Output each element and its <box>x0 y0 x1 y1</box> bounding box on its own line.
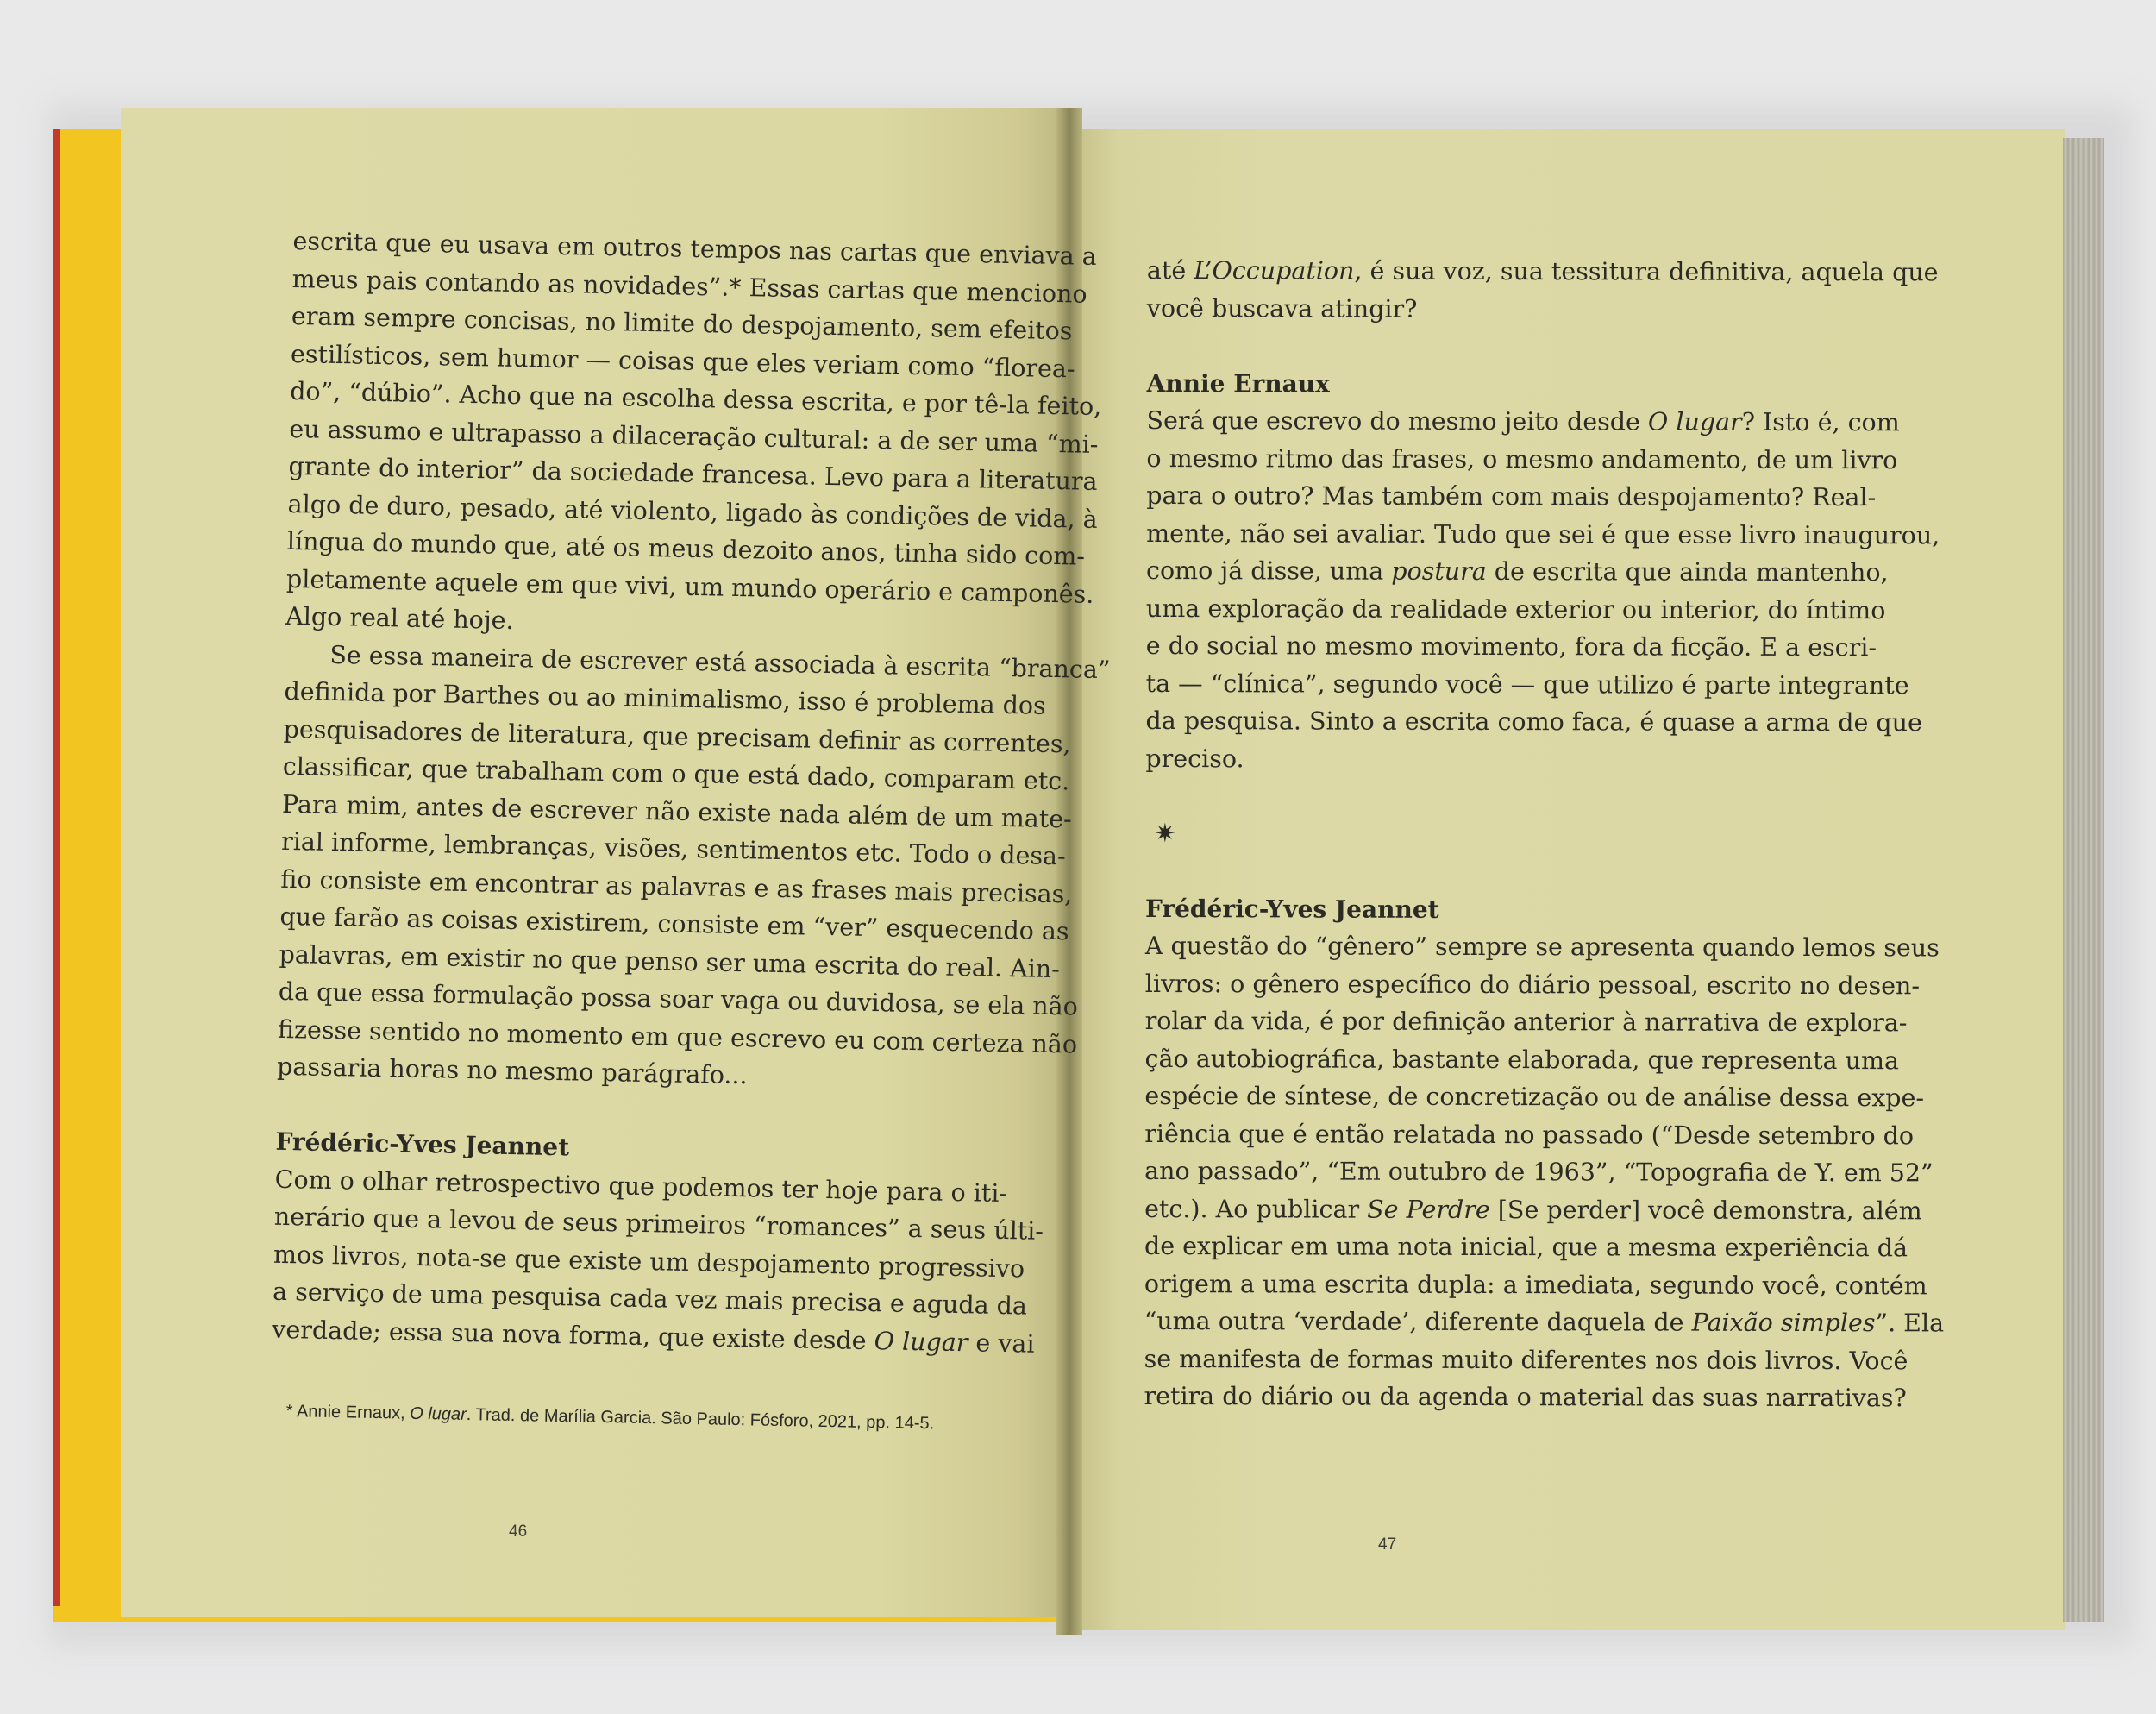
footnote: * Annie Ernaux, O lugar. Trad. de Marília Garcia. São Paulo: Fósforo, 2021, pp. 14-5. <box>285 1402 935 1434</box>
text-line: fizesse sentido no momento em que escrevo eu com certeza não <box>277 1014 1078 1059</box>
text-line: classificar, que trabalham com o que está dado, comparam etc. <box>282 751 1070 796</box>
text-line: a serviço de uma pesquisa cada vez mais precisa e aguda da <box>272 1277 1028 1321</box>
text-line: de explicar em uma nota inicial, que a mesma experiência dá <box>1144 1231 1908 1263</box>
speaker-name: Frédéric-Yves Jeannet <box>275 1127 570 1162</box>
page-number-left: 46 <box>509 1523 528 1541</box>
right-page-text <box>1144 252 1946 1417</box>
text-line: você buscava atingir? <box>1146 293 1418 323</box>
text-line: livros: o gênero específico do diário pessoal, escrito no desen- <box>1144 969 1921 1000</box>
text-line: do”, “dúbio”. Acho que na escolha dessa escrita, e por tê-la feito, <box>289 376 1102 422</box>
text-line: língua do mundo que, até os meus dezoito anos, tinha sido com- <box>286 526 1086 571</box>
speaker-name: Annie Ernaux <box>1146 368 1330 399</box>
text-line: da que essa formulação possa soar vaga ou duvidosa, se ela não <box>278 976 1079 1021</box>
section-separator-icon: ✷ <box>1154 818 1176 849</box>
text-line: o mesmo ritmo das frases, o mesmo andamento, de um livro <box>1146 443 1898 474</box>
text-line: pletamente aquele em que vivi, um mundo operário e camponês. <box>285 564 1094 609</box>
text-line: como já disse, uma postura de escrita que ainda mantenho, <box>1145 556 1889 587</box>
text-line: palavras, em existir no que penso ser uma escrita do real. Ain- <box>279 939 1061 983</box>
text-line: verdade; essa sua nova forma, que existe desde O lugar e vai <box>272 1315 1035 1359</box>
text-line: estilísticos, sem humor — coisas que eles veriam como “florea- <box>290 339 1075 383</box>
text-line: escrita que eu usava em outros tempos nas cartas que enviava a <box>292 226 1098 271</box>
text-line: espécie de síntese, de concretização ou de análise dessa expe- <box>1144 1081 1925 1113</box>
book-title: O lugar <box>874 1326 968 1357</box>
text-line: origem a uma escrita dupla: a imediata, segundo você, contém <box>1144 1269 1927 1300</box>
text-line: se manifesta de formas muito diferentes nos dois livros. Você <box>1144 1344 1908 1375</box>
text-line: até L’Occupation, é sua voz, sua tessitura definitiva, aquela que <box>1146 255 1939 287</box>
text-line: fio consiste em encontrar as palavras e as frases mais precisas, <box>280 864 1073 908</box>
text-line: mente, não sei avaliar. Tudo que sei é que esse livro inaugurou, <box>1146 518 1940 549</box>
text-line: rolar da vida, é por definição anterior à narrativa de explora- <box>1144 1006 1908 1038</box>
text-line: Se essa maneira de escrever está associada à escrita “branca” <box>329 640 1111 684</box>
text-line: passaria horas no mesmo parágrafo... <box>276 1052 748 1090</box>
text-line: pesquisadores de literatura, que precisam definir as correntes, <box>283 714 1071 758</box>
text-line: eram sempre concisas, no limite do despojamento, sem efeitos <box>291 301 1073 346</box>
text-line: Algo real até hoje. <box>285 601 514 635</box>
text-line: A questão do “gênero” sempre se apresenta quando lemos seus <box>1144 931 1940 963</box>
text-line: uma exploração da realidade exterior ou interior, do íntimo <box>1145 593 1886 625</box>
text-line: Para mim, antes de escrever não existe nada além de um mate- <box>281 789 1073 833</box>
text-line: retira do diário ou da agenda o material das suas narrativas? <box>1144 1381 1907 1413</box>
text-line: da pesquisa. Sinto a escrita como faca, é quase a arma de que <box>1145 706 1922 738</box>
text-line: meus pais contando as novidades”.* Essas cartas que menciono <box>291 264 1087 309</box>
text-line: que farão as coisas existirem, consiste em “ver” esquecendo as <box>279 901 1069 946</box>
text-line: rial informe, lembranças, visões, sentimentos etc. Todo o desa- <box>280 826 1066 871</box>
left-page-text <box>272 223 1119 1364</box>
text-line: Será que escrevo do mesmo jeito desde O lugar? Isto é, com <box>1146 405 1900 437</box>
text-line: para o outro? Mas também com mais despojamento? Real- <box>1146 480 1877 512</box>
text-line: Com o olhar retrospectivo que podemos ter hoje para o iti- <box>274 1165 1008 1208</box>
text-line: riência que é então relatada no passado (“Desde setembro do <box>1144 1119 1915 1150</box>
page-number-right: 47 <box>1378 1535 1397 1554</box>
text-line: ção autobiográfica, bastante elaborada, que representa uma <box>1144 1044 1900 1075</box>
text-line: etc.). Ao publicar Se Perdre [Se perder] você demonstra, além <box>1144 1194 1922 1225</box>
page-edges <box>2063 138 2104 1622</box>
text-line: mos livros, nota-se que existe um despojamento progressivo <box>273 1240 1025 1284</box>
text-line: algo de duro, pesado, até violento, ligado às condições de vida, à <box>287 489 1099 534</box>
text-line: e do social no mesmo movimento, fora da ficção. E a escri- <box>1145 631 1877 662</box>
text-line: preciso. <box>1145 744 1244 773</box>
text-line: “uma outra ‘verdade’, diferente daquela de Paixão simples”. Ela <box>1144 1306 1945 1338</box>
text-line: ta — “clínica”, segundo você — que utilizo é parte integrante <box>1145 669 1909 700</box>
text-line: eu assumo e ultrapasso a dilaceração cultural: a de ser uma “mi- <box>289 414 1099 459</box>
text-line: definida por Barthes ou ao minimalismo, isso é problema dos <box>284 676 1047 720</box>
text-line: ano passado”, “Em outubro de 1963”, “Topografia de Y. em 52” <box>1144 1156 1934 1188</box>
text-line: nerário que a levou de seus primeiros “romances” a seus últi- <box>273 1202 1044 1246</box>
text-line: grante do interior” da sociedade francesa. Levo para a literatura <box>288 451 1098 496</box>
speaker-name: Frédéric-Yves Jeannet <box>1144 894 1439 924</box>
